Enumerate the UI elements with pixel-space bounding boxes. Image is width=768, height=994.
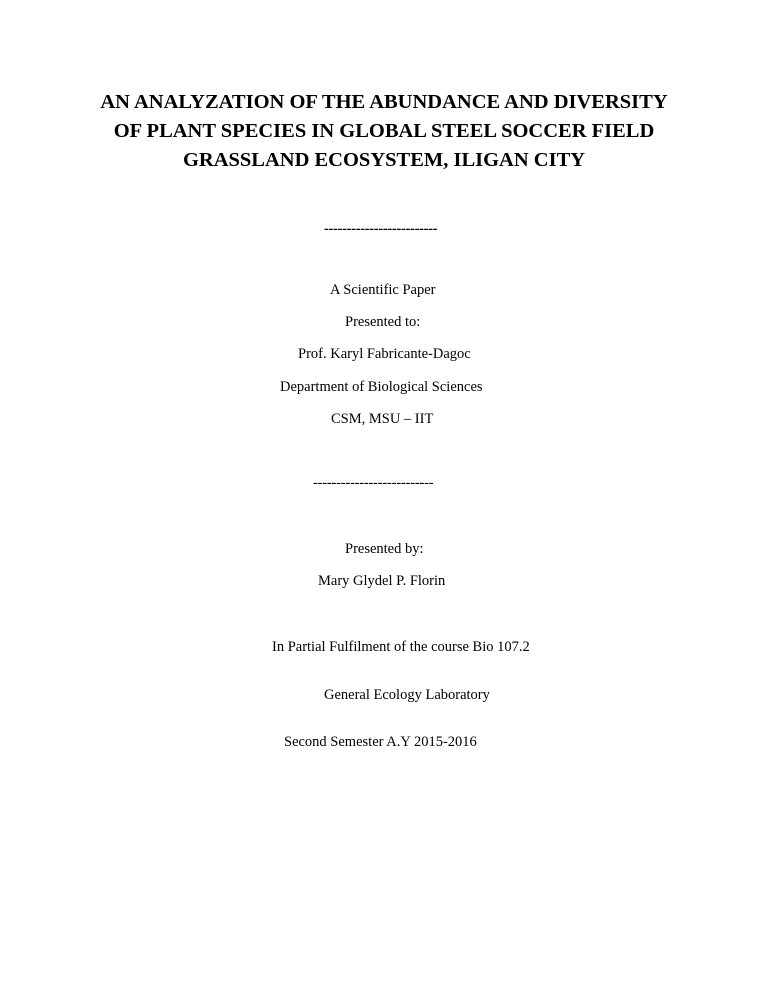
course-fulfilment: In Partial Fulfilment of the course Bio 107.2 xyxy=(272,639,530,655)
paper-title xyxy=(0,88,768,175)
title-line-1: AN ANALYZATION OF THE ABUNDANCE AND DIVERSITY xyxy=(100,91,668,113)
separator-middle: -------------------------- xyxy=(313,475,434,491)
semester-info: Second Semester A.Y 2015-2016 xyxy=(284,734,477,750)
paper-type: A Scientific Paper xyxy=(330,282,436,298)
author-name: Mary Glydel P. Florin xyxy=(318,573,446,589)
title-line-3: GRASSLAND ECOSYSTEM, ILIGAN CITY xyxy=(182,149,586,171)
presented-to-label: Presented to: xyxy=(345,314,421,330)
institution-name: CSM, MSU – IIT xyxy=(331,411,434,427)
title-line-2: OF PLANT SPECIES IN GLOBAL STEEL SOCCER FIELD xyxy=(113,120,655,142)
separator-top: ------------------------- xyxy=(324,221,438,237)
laboratory-name: General Ecology Laboratory xyxy=(324,687,490,703)
department-name: Department of Biological Sciences xyxy=(280,379,483,395)
professor-name: Prof. Karyl Fabricante-Dagoc xyxy=(298,346,471,362)
presented-by-label: Presented by: xyxy=(345,541,424,557)
